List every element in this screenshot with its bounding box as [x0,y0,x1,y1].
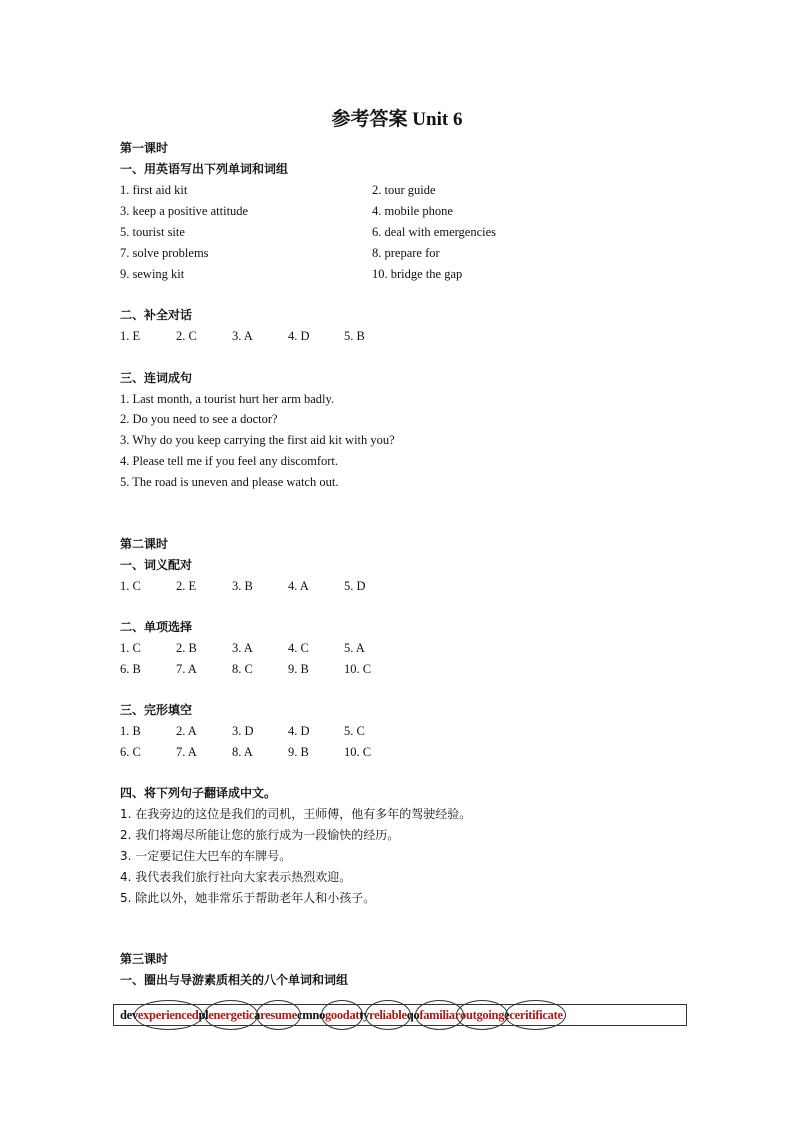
filler-letters: qo [406,1008,420,1022]
lesson2-heading: 第二课时 [120,537,169,551]
sentence-item: 4. Please tell me if you feel any discomfort. [120,454,338,468]
lesson1-heading: 第一课时 [120,141,169,155]
circle-mark [256,1000,301,1030]
answer-cell: 6. B [120,662,141,676]
answer-cell: 2. C [176,329,197,343]
answer-cell: 3. B [232,579,253,593]
word-search-letters [120,1008,563,1023]
filler-letters: ty [359,1008,370,1022]
vocab-item: 3. keep a positive attitude [120,204,249,218]
circle-mark [456,1000,508,1030]
circle-mark [321,1000,363,1030]
lesson1-part1-heading: 一、用英语写出下列单词和词组 [120,162,289,176]
answer-cell: 5. C [344,724,365,738]
circle-mark [365,1000,411,1030]
vocab-item: 5. tourist site [120,225,185,239]
filler-letters: dev [120,1008,138,1022]
circled-word[interactable]: goodat [325,1008,359,1022]
lesson1-part2-heading: 二、补全对话 [120,308,193,322]
answer-cell: 4. D [288,724,310,738]
lesson1-part3-heading: 三、连词成句 [120,371,193,385]
vocab-item: 9. sewing kit [120,267,185,281]
answer-cell: 9. B [288,662,309,676]
filler-letters: pl [198,1008,209,1022]
circle-mark [134,1000,203,1030]
circle-mark [204,1000,261,1030]
answer-cell: 7. A [176,745,197,759]
answer-cell: 5. A [344,641,365,655]
answer-cell: 3. A [232,329,253,343]
answer-cell: 1. B [120,724,141,738]
translation-item: 4. 我代表我们旅行社向大家表示热烈欢迎。 [120,870,352,884]
translation-item: 2. 我们将竭尽所能让您的旅行成为一段愉快的经历。 [120,828,400,842]
answer-cell: 4. A [288,579,309,593]
vocab-item: 7. solve problems [120,246,209,260]
answer-cell: 1. E [120,329,141,343]
circled-word[interactable]: energetic [208,1008,254,1022]
answer-cell: 2. A [176,724,197,738]
answer-cell: 4. D [288,329,310,343]
circle-mark [505,1000,566,1030]
lesson2-part4-heading: 四、将下列句子翻译成中文。 [120,786,277,800]
circled-word[interactable]: experienced [138,1008,199,1022]
translation-item: 5. 除此以外，她非常乐于帮助老年人和小孩子。 [120,891,376,905]
answer-cell: 4. C [288,641,309,655]
filler-letters: a [254,1008,261,1022]
vocab-item: 2. tour guide [372,183,436,197]
vocab-item: 6. deal with emergencies [372,225,497,239]
answer-cell: 10. C [344,745,372,759]
answer-cell: 3. A [232,641,253,655]
answer-cell: 6. C [120,745,141,759]
circled-word[interactable]: ceritificate [509,1008,562,1022]
answer-cell: 9. B [288,745,309,759]
lesson3-part1-heading: 一、圈出与导游素质相关的八个单词和词组 [120,973,349,987]
circled-word[interactable]: reliable [369,1008,407,1022]
lesson3-heading: 第三课时 [120,952,169,966]
sentence-item: 1. Last month, a tourist hurt her arm badly. [120,392,335,406]
translation-item: 1. 在我旁边的这位是我们的司机，王师傅，他有多年的驾驶经验。 [120,807,472,821]
lesson2-part1-heading: 一、词义配对 [120,558,193,572]
vocab-item: 1. first aid kit [120,183,188,197]
lesson2-part2-heading: 二、单项选择 [120,620,193,634]
answer-cell: 8. C [232,662,253,676]
lesson2-part3-heading: 三、完形填空 [120,703,193,717]
answer-cell: 7. A [176,662,197,676]
vocab-item: 8. prepare for [372,246,440,260]
answer-cell: 8. A [232,745,253,759]
answer-cell: 5. B [344,329,365,343]
page-title: 参考答案 Unit 6 [331,109,463,130]
answer-cell: 1. C [120,579,141,593]
answer-cell: 10. C [344,662,372,676]
answer-cell: 2. B [176,641,197,655]
vocab-item: 4. mobile phone [372,204,453,218]
answer-cell: 5. D [344,579,366,593]
answer-cell: 3. D [232,724,254,738]
sentence-item: 3. Why do you keep carrying the first aid kit with you? [120,433,395,447]
circled-word[interactable]: resume [260,1008,297,1022]
translation-item: 3. 一定要记住大巴车的车牌号。 [120,849,292,863]
circled-word[interactable]: familiar [419,1008,460,1022]
vocab-item: 10. bridge the gap [372,267,463,281]
filler-letters: cmno [296,1008,325,1022]
sentence-item: 2. Do you need to see a doctor? [120,412,278,426]
circled-word[interactable]: outgoing [460,1008,504,1022]
answer-cell: 1. C [120,641,141,655]
filler-letters: e [504,1008,510,1022]
sentence-item: 5. The road is uneven and please watch out. [120,475,339,489]
word-search-box [113,1004,687,1026]
answer-cell: 2. E [176,579,197,593]
